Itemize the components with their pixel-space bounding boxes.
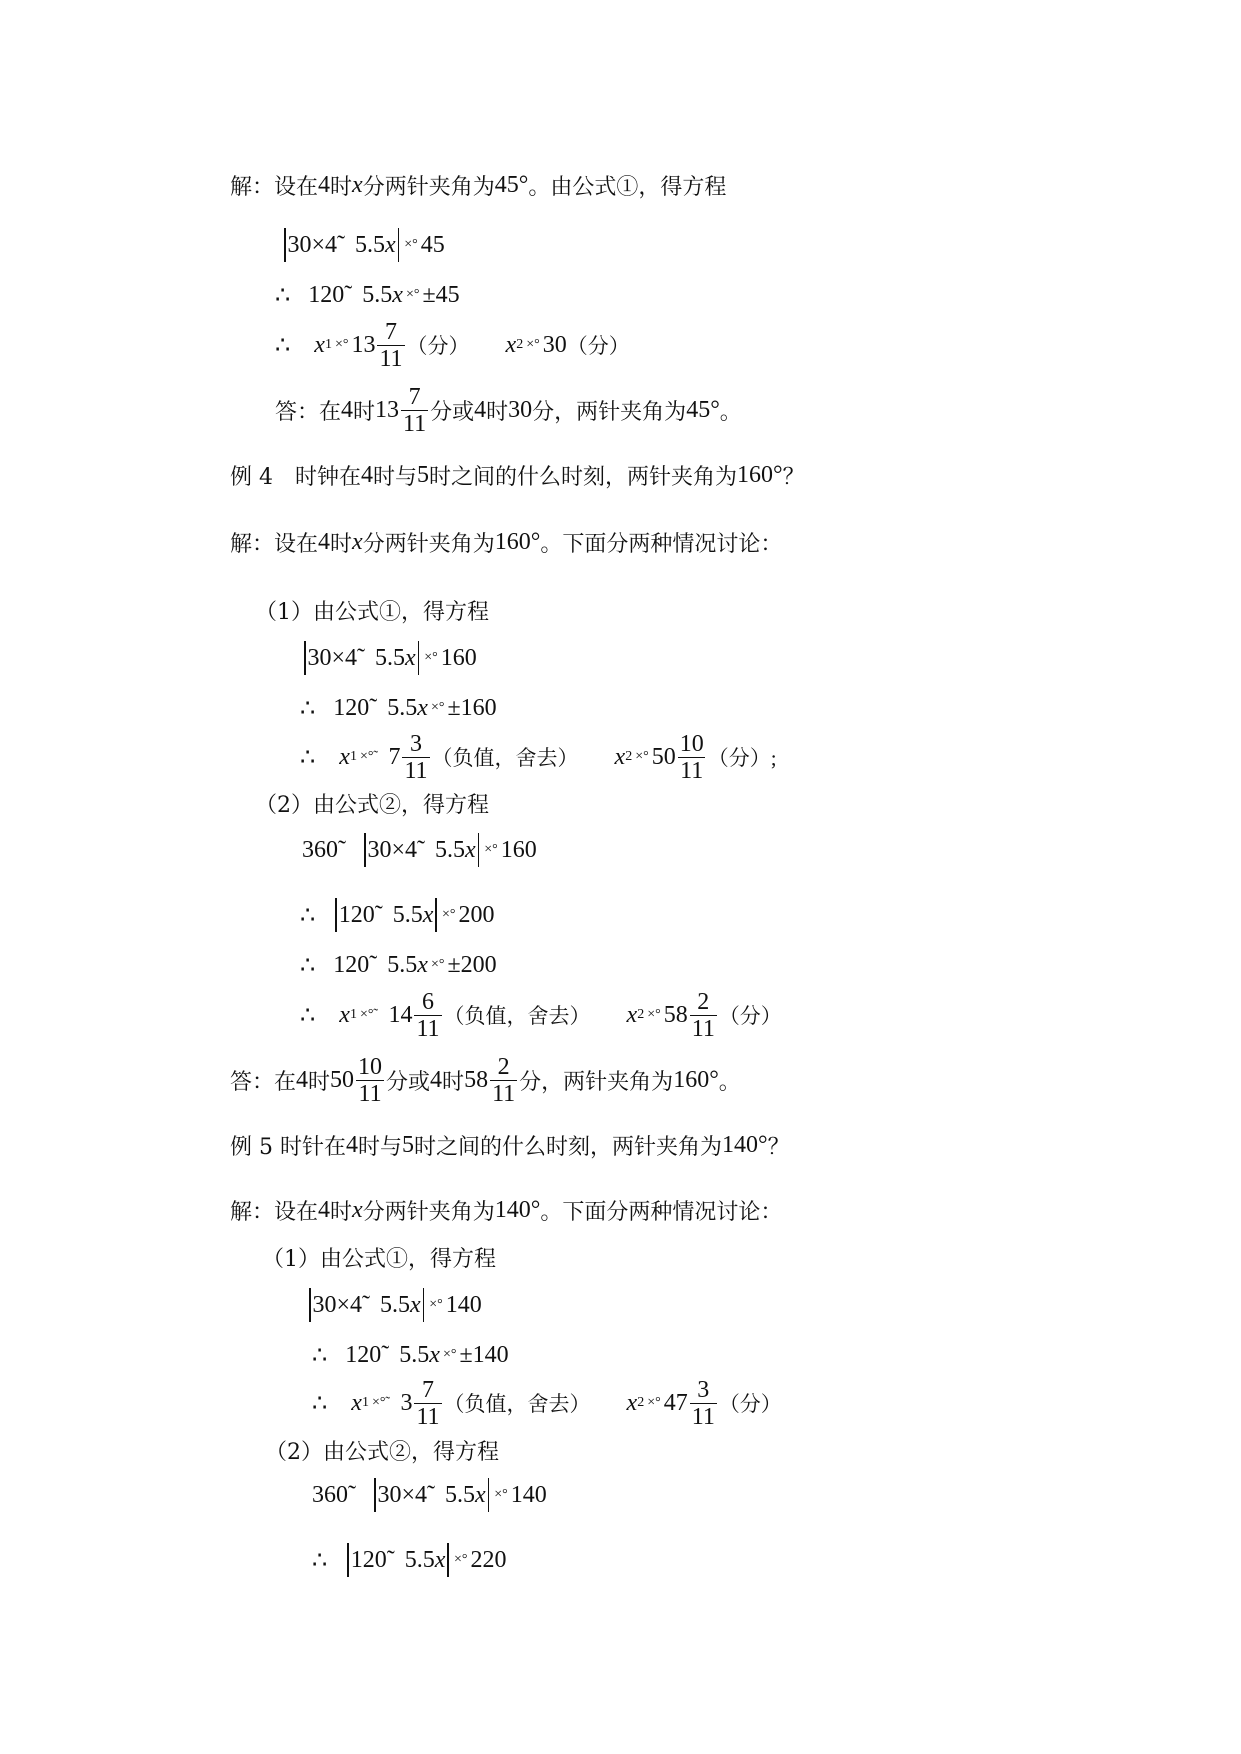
num: 5.5 [355,231,386,258]
equation-abs-220 [312,1530,506,1590]
num: 4 [474,396,487,423]
num: 5 [417,461,430,488]
abs-bar-left [309,1288,311,1322]
fraction [690,1377,717,1430]
subscript: 1 [349,1007,357,1022]
expr: 120̃ [333,694,370,721]
expr: 30×4̃ [307,644,358,671]
denominator: 11 [379,345,403,372]
abs-bar-right [418,641,420,675]
glyph: ×° [334,337,349,352]
text: （2）由公式②，得方程 [265,1439,499,1465]
subscript: 1 [361,1395,369,1410]
unit: （分） [406,334,470,358]
solution-intro-2 [230,512,782,572]
glyph: ×° [442,1347,457,1362]
unit: （分）; [707,746,777,770]
abs-bar-left [335,898,337,932]
expr: 30×4̃ [312,1291,363,1318]
glyph: ×° [635,749,649,764]
num: 4 [345,1131,358,1158]
text: 分，两针夹角为 [519,1069,674,1095]
expr: 30×4̃ [287,231,338,258]
glyph: ×° [405,287,420,302]
abs-bar-right [488,1478,490,1512]
num: 4 [318,528,331,555]
numerator: 3 [409,730,422,757]
var-x: x [434,1546,446,1573]
answer-160 [230,1050,741,1110]
abs-bar-left [374,1478,376,1512]
num: 160 [500,836,537,863]
equation-360-140 [312,1465,547,1525]
glyph: ×° [404,237,418,252]
expr: 120̃ [345,1341,382,1368]
expr: 30×4̃ [377,1481,428,1508]
example-5-heading [230,1115,790,1175]
therefore-symbol: ∴ [275,332,291,359]
text: 答：在 [230,1069,297,1095]
text: 例 4 时钟在 [230,464,361,490]
num: 5.5 [380,1291,411,1318]
numerator: 6 [421,988,434,1015]
numerator: 10 [358,1053,383,1080]
subscript: 1 [324,337,332,352]
fraction [414,989,441,1042]
num: 45 [420,231,445,258]
numerator: 2 [697,988,710,1015]
therefore-symbol: ∴ [275,282,291,309]
glyph: ×°̃ [371,1395,386,1410]
var-x: x [339,1001,350,1028]
var-x: x [417,694,428,721]
text: 分两针夹角为 [362,531,495,557]
var-x: x [626,1389,638,1416]
text: 时 [353,399,376,425]
num: 4 [318,1196,331,1223]
fraction [678,731,706,784]
glyph: ×° [453,1552,468,1567]
denominator: 11 [404,757,428,784]
whole: 47 [663,1389,688,1416]
denominator: 11 [358,1080,382,1107]
whole: 13 [375,396,400,423]
text: 时 [330,1199,353,1225]
var-x: x [352,171,363,198]
text: （1）由公式①，得方程 [255,599,489,625]
num: 30 [508,396,533,423]
denominator: 11 [416,1015,440,1042]
whole: 50 [330,1066,355,1093]
abs-bar-right [478,833,480,867]
var-x: x [339,743,350,770]
whole: 58 [663,1001,688,1028]
num: ±200 [447,951,497,978]
therefore-symbol: ∴ [300,744,316,771]
text: 分或 [386,1069,431,1095]
num: ±160 [447,694,497,721]
text: 解：设在 [230,174,319,200]
abs-bar-left [284,228,286,262]
text: ？ [767,1134,790,1160]
abs-bar-left [304,641,306,675]
denominator: 11 [492,1080,516,1107]
whole: 13 [351,331,376,358]
text: （2）由公式②，得方程 [255,792,489,818]
text: 。下面分两种情况讨论： [540,1199,783,1225]
text: 分两针夹角为 [362,174,495,200]
num: 140 [445,1291,482,1318]
angle: 45° [686,396,720,423]
text: 。 [718,1069,741,1095]
num: 4 [296,1066,309,1093]
num: 220 [470,1546,507,1573]
angle: 160° [494,528,541,555]
glyph: ×° [424,650,438,665]
abs-bar-left [364,833,366,867]
whole: 3 [400,1389,413,1416]
num: 200 [458,901,495,928]
text: 时 [442,1069,465,1095]
num: 4 [318,171,331,198]
num: ±45 [422,281,460,308]
expr: 120̃ [350,1546,387,1573]
var-x: x [465,836,476,863]
num: 5.5 [387,694,418,721]
therefore-symbol: ∴ [312,1547,328,1574]
solution-x-160-case2 [300,985,782,1045]
unit: （分） [718,1392,782,1416]
numerator: 10 [679,730,704,757]
glyph: ×° [647,1007,661,1022]
abs-bar-right [423,1288,425,1322]
num: 5.5 [399,1341,430,1368]
abs-bar-left [347,1543,349,1577]
var-x: x [352,528,363,555]
fraction [690,989,717,1042]
example-4-heading [230,445,805,505]
numerator: 7 [421,1376,434,1403]
var-x: x [392,281,403,308]
text: 时 [486,399,509,425]
text: 例 5 时针在 [230,1134,346,1160]
expr: 120̃ [333,951,370,978]
therefore-symbol: ∴ [300,952,316,979]
therefore-symbol: ∴ [300,695,316,722]
text: 时之间的什么时刻，两针夹角为 [414,1134,723,1160]
var-x: x [385,231,396,258]
expr: 120̃ [338,901,375,928]
angle: 140° [494,1196,541,1223]
note: （负值，舍去） [443,1392,591,1416]
numerator: 7 [408,383,421,410]
text: 分两针夹角为 [362,1199,495,1225]
glyph: ×°̃ [359,749,374,764]
var-x: x [429,1341,440,1368]
var-x: x [505,331,517,358]
fraction [356,1054,384,1107]
therefore-symbol: ∴ [312,1390,328,1417]
abs-bar-right [435,898,437,932]
text: 答：在 [275,399,342,425]
var-x: x [352,1196,363,1223]
note: （负值，舍去） [431,746,579,770]
expr: 360̃ [302,836,338,863]
whole: 50 [651,743,676,770]
text: 分，两针夹角为 [532,399,687,425]
glyph: ×° [526,337,540,352]
num: 4 [361,461,373,488]
var-x: x [351,1389,362,1416]
num: 5.5 [435,836,466,863]
num: 5 [402,1131,414,1158]
whole: 58 [464,1066,489,1093]
text: 时与 [357,1134,402,1160]
var-x: x [422,901,434,928]
fraction [490,1054,517,1107]
text: 时与 [373,464,418,490]
denominator: 11 [680,757,704,784]
fraction [377,319,404,372]
numerator: 2 [497,1053,510,1080]
note: （负值，舍去） [443,1004,591,1028]
num: 4 [341,396,354,423]
text: 分或 [430,399,475,425]
text: 时 [308,1069,331,1095]
num: 5.5 [375,644,406,671]
therefore-symbol: ∴ [300,1002,316,1029]
abs-bar-right [398,228,400,262]
subscript: 1 [349,749,357,764]
unit: （分） [718,1004,782,1028]
therefore-symbol: ∴ [312,1342,328,1369]
var-x: x [614,743,626,770]
numerator: 3 [697,1376,710,1403]
var-x: x [405,644,416,671]
text: （1）由公式①，得方程 [262,1246,496,1272]
expr: 30×4̃ [367,836,418,863]
var-x: x [314,331,325,358]
angle: 160° [737,461,783,488]
denominator: 11 [691,1015,715,1042]
expr: 120̃ [308,281,345,308]
denominator: 11 [416,1403,440,1430]
denominator: 11 [403,410,427,437]
glyph: ×° [647,1395,661,1410]
glyph: ×° [429,1297,443,1312]
equation-360-160 [302,820,537,880]
var-x: x [410,1291,421,1318]
solution-intro-1 [230,155,726,215]
text: 时 [330,531,353,557]
text: 。下面分两种情况讨论： [540,531,783,557]
expr: 360̃ [312,1481,348,1508]
glyph: ×° [494,1487,508,1502]
angle: 45° [494,171,529,198]
text: 解：设在 [230,531,319,557]
subscript: 2 [637,1395,645,1410]
text: 解：设在 [230,1199,319,1225]
abs-bar-right [447,1543,449,1577]
text: 。由公式①，得方程 [528,174,727,200]
denominator: 11 [691,1403,715,1430]
num: 30 [542,331,567,358]
unit: （分） [566,334,630,358]
numerator: 7 [384,318,397,345]
glyph: ×° [430,700,445,715]
subscript: 2 [637,1007,645,1022]
therefore-symbol: ∴ [300,902,316,929]
num: ±140 [459,1341,509,1368]
glyph: ×° [441,907,456,922]
num: 5.5 [445,1481,476,1508]
fraction [401,384,428,437]
num: 5.5 [404,1546,435,1573]
num: 4 [430,1066,443,1093]
subscript: 2 [516,337,524,352]
num: 5.5 [362,281,393,308]
var-x: x [417,951,428,978]
subscript: 2 [625,749,633,764]
angle: 160° [673,1066,719,1093]
answer-45 [275,380,742,440]
text: ？ [782,464,805,490]
whole: 14 [388,1001,413,1028]
var-x: x [475,1481,486,1508]
glyph: ×° [430,957,445,972]
text: 时之间的什么时刻，两针夹角为 [429,464,738,490]
var-x: x [626,1001,638,1028]
num: 140 [510,1481,547,1508]
whole: 7 [388,743,401,770]
num: 5.5 [392,901,423,928]
glyph: ×°̃ [359,1007,374,1022]
text: 时 [330,174,353,200]
solution-x-45 [275,315,630,375]
angle: 140° [722,1131,768,1158]
glyph: ×° [484,842,498,857]
text: 。 [719,399,742,425]
num: 5.5 [387,951,418,978]
num: 160 [440,644,477,671]
